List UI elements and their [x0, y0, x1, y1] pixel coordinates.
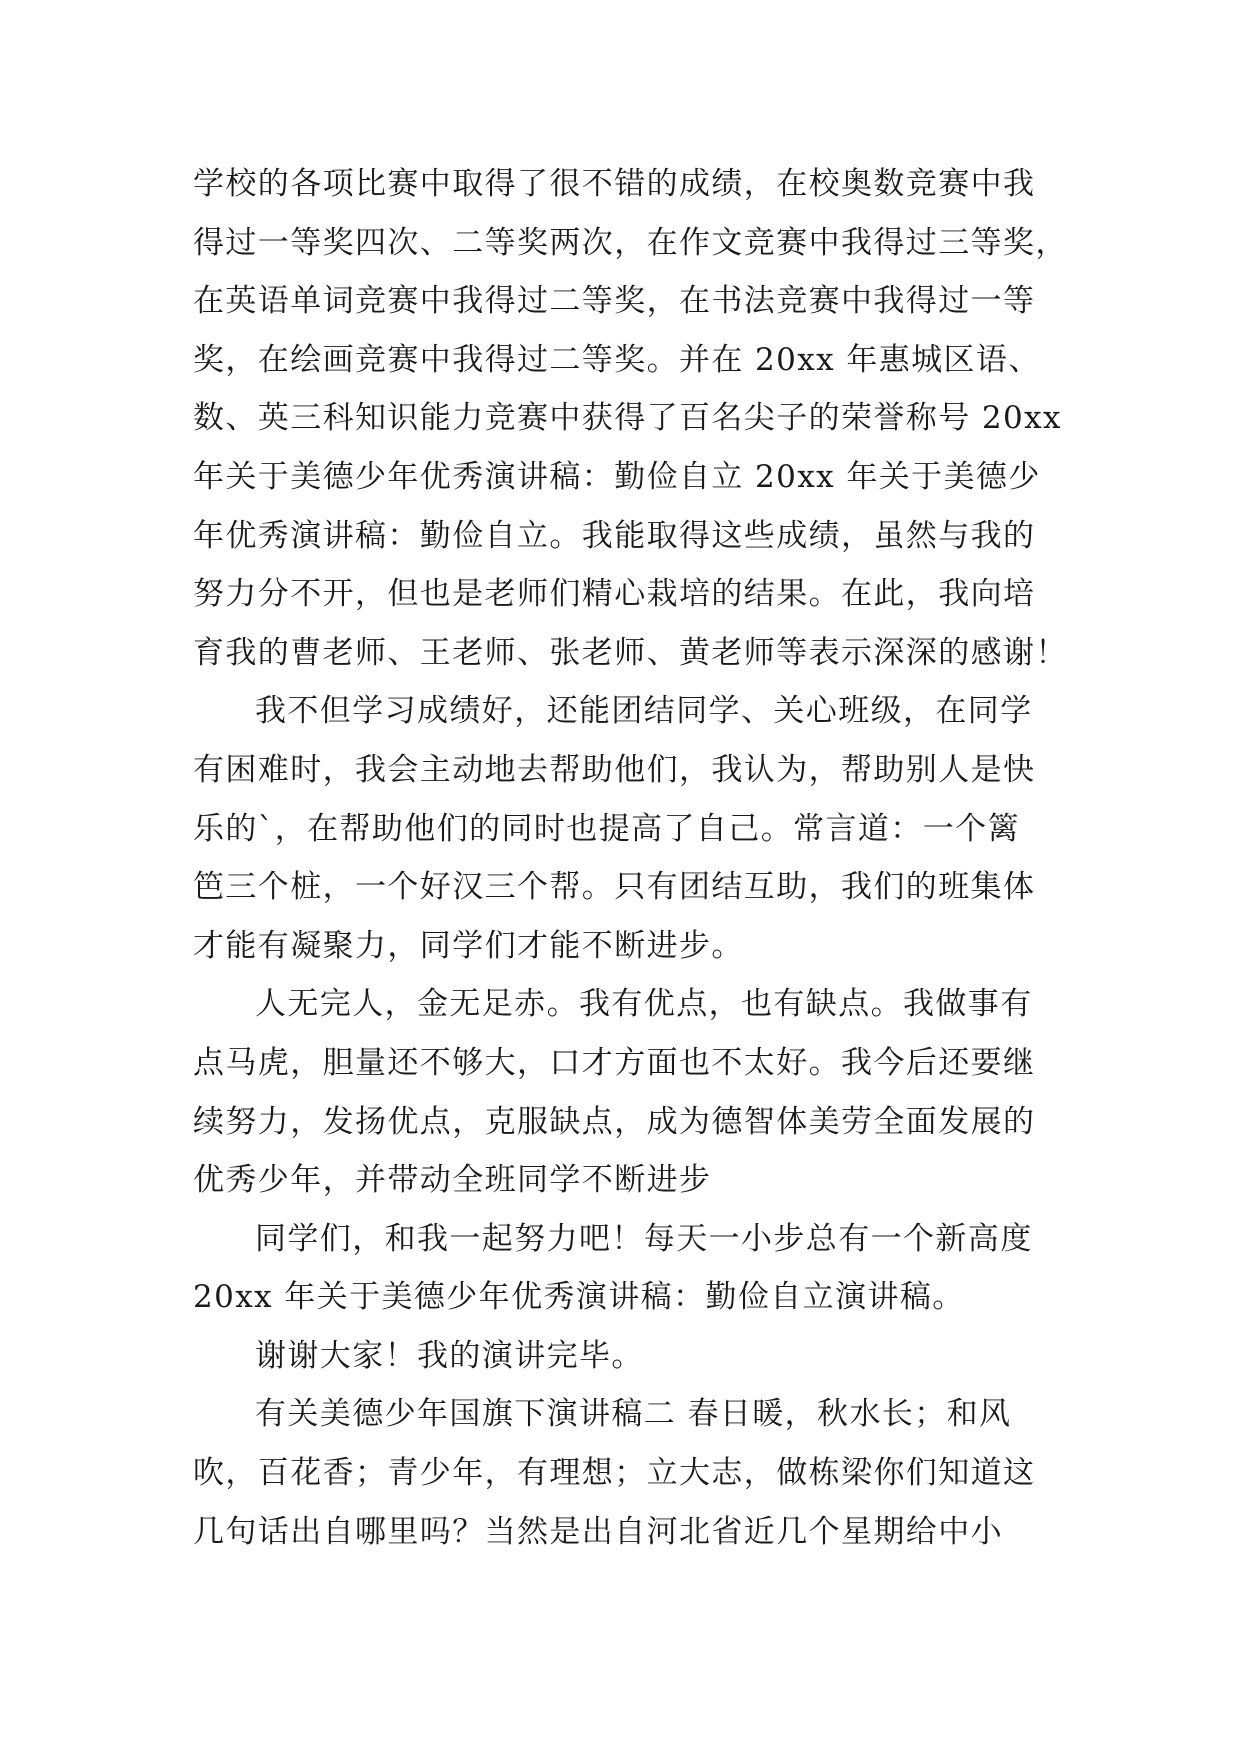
text-line: 奖，在绘画竞赛中我得过二等奖。并在 20xx 年惠城区语、 [193, 341, 1041, 378]
text-line: 年优秀演讲稿：勤俭自立。我能取得这些成绩，虽然与我的 [193, 517, 1036, 554]
paragraph-first-line: 同学们，和我一起努力吧！每天一小步总有一个新高度 [255, 1220, 1033, 1257]
text-line: 几句话出自哪里吗？当然是出自河北省近几个星期给中小 [193, 1513, 1003, 1550]
paragraph-first-line: 我不但学习成绩好，还能团结同学、关心班级，在同学 [255, 693, 1033, 730]
text-line: 在英语单词竞赛中我得过二等奖，在书法竞赛中我得过一等 [193, 283, 1036, 320]
paragraph-first-line: 谢谢大家！我的演讲完毕。 [255, 1337, 644, 1374]
text-line: 有困难时，我会主动地去帮助他们，我认为，帮助别人是快 [193, 751, 1036, 788]
text-line: 点马虎，胆量还不够大，口才方面也不太好。我今后还要继 [193, 1044, 1036, 1081]
text-line: 20xx 年关于美德少年优秀演讲稿：勤俭自立演讲稿。 [193, 1279, 965, 1316]
text-line: 乐的`，在帮助他们的同时也提高了自己。常言道：一个篱 [193, 810, 1020, 847]
text-line: 努力分不开，但也是老师们精心栽培的结果。在此，我向培 [193, 576, 1036, 613]
text-line: 续努力，发扬优点，克服缺点，成为德智体美劳全面发展的 [193, 1103, 1036, 1140]
text-line: 得过一等奖四次、二等奖两次，在作文竞赛中我得过三等奖， [193, 224, 1068, 261]
text-line: 年关于美德少年优秀演讲稿：勤俭自立 20xx 年关于美德少 [193, 458, 1041, 495]
text-line: 数、英三科知识能力竞赛中获得了百名尖子的荣誉称号 20xx [193, 400, 1062, 437]
paragraph-first-line: 人无完人，金无足赤。我有优点，也有缺点。我做事有 [255, 986, 1033, 1023]
text-line: 学校的各项比赛中取得了很不错的成绩，在校奥数竞赛中我 [193, 166, 1036, 202]
text-line: 才能有凝聚力，同学们才能不断进步。 [193, 927, 744, 964]
text-line: 笆三个桩，一个好汉三个帮。只有团结互助，我们的班集体 [193, 869, 1036, 906]
text-line: 吹，百花香；青少年，有理想；立大志，做栋梁你们知道这 [193, 1455, 1036, 1492]
text-line: 育我的曹老师、王老师、张老师、黄老师等表示深深的感谢！ [193, 634, 1068, 671]
paragraph-first-line: 有关美德少年国旗下演讲稿二 春日暖，秋水长；和风 [255, 1396, 1012, 1433]
document-body [193, 155, 1068, 1561]
text-line: 优秀少年，并带动全班同学不断进步 [193, 1162, 712, 1199]
